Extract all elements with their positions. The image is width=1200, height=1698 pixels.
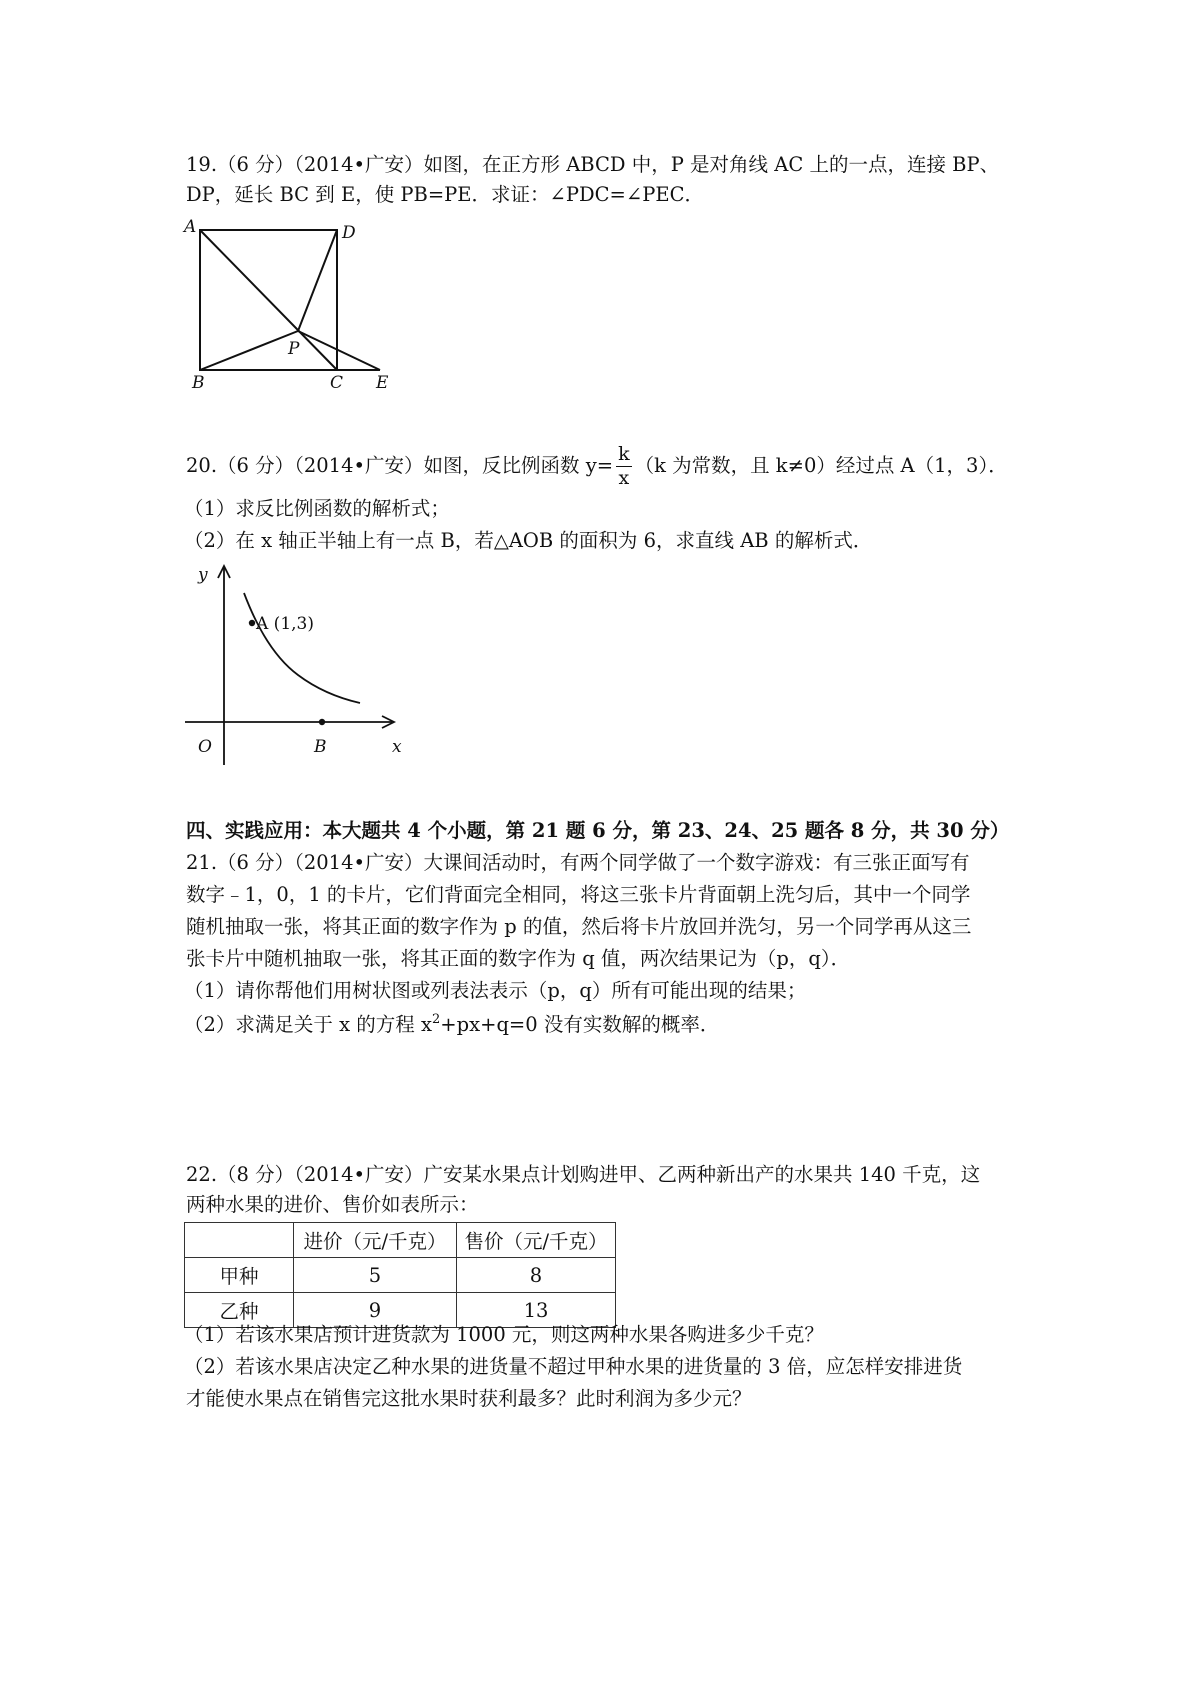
q20-prefix: 20.（6 分）（2014•广安）如图，反比例函数 y= [186, 454, 614, 477]
label-c: C [330, 373, 344, 388]
segment-pe [298, 331, 380, 370]
q19-line-1: 19.（6 分）（2014•广安）如图，在正方形 ABCD 中，P 是对角线 AC 上的一点，连接 BP、 [186, 153, 1000, 176]
q22-sub-1: （1）若该水果店预计进货款为 1000 元，则这两种水果各购进多少千克？ [184, 1323, 824, 1346]
label-e: E [376, 373, 389, 388]
q20-line-1 [186, 445, 1008, 488]
origin-label: O [198, 737, 212, 757]
fraction-k-over-x [616, 445, 632, 488]
q22-line-2: 两种水果的进价、售价如表所示： [186, 1193, 479, 1216]
q20-hyperbola-figure [180, 560, 410, 770]
table-cell: 5 [294, 1258, 457, 1293]
fraction-denominator: x [618, 467, 630, 489]
segment-dp [298, 230, 337, 331]
point-a-label: A (1,3) [256, 614, 314, 634]
y-axis-label: y [198, 565, 208, 585]
fraction-numerator: k [618, 443, 630, 465]
q20-sub-2: （2）在 x 轴正半轴上有一点 B，若△AOB 的面积为 6，求直线 AB 的解析式． [184, 529, 873, 552]
q21-line-2: 数字﹣1，0，1 的卡片，它们背面完全相同，将这三张卡片背面朝上洗匀后，其中一个同学 [186, 883, 971, 906]
table-row [185, 1258, 616, 1293]
table-header-cell: 进价（元/千克） [294, 1223, 457, 1258]
label-a: A [184, 218, 197, 237]
point-b-label: B [314, 737, 327, 757]
q19-square-figure [180, 218, 400, 388]
point-b [319, 719, 325, 725]
q21-line-3: 随机抽取一张，将其正面的数字作为 p 的值，然后将卡片放回并洗匀，另一个同学再从这三 [186, 915, 972, 938]
q21-line-1: 21.（6 分）（2014•广安）大课间活动时，有两个同学做了一个数字游戏：有三张正面写有 [186, 851, 970, 874]
label-p: P [288, 339, 300, 359]
q21-sub-2-suffix: +px+q=0 没有实数解的概率． [440, 1013, 720, 1036]
price-table [184, 1222, 616, 1328]
q21-sub-1: （1）请你帮他们用树状图或列表法表示（p，q）所有可能出现的结果； [184, 979, 807, 1002]
label-b: B [192, 373, 205, 388]
x-axis-label: x [392, 737, 402, 757]
table-header-cell [185, 1223, 294, 1258]
q22-sub-2-line-2: 才能使水果点在销售完这批水果时获利最多？此时利润为多少元？ [186, 1387, 752, 1410]
q20-sub-1: （1）求反比例函数的解析式； [184, 497, 450, 520]
q21-sub-2-prefix: （2）求满足关于 x 的方程 x [184, 1013, 432, 1036]
table-cell: 8 [457, 1258, 616, 1293]
q20-suffix: （k 为常数，且 k≠0）经过点 A（1，3）． [634, 454, 1008, 477]
table-cell: 乙种 [185, 1293, 294, 1328]
table-cell: 13 [457, 1293, 616, 1328]
q19-line-2: DP，延长 BC 到 E，使 PB=PE．求证：∠PDC=∠PEC． [186, 183, 705, 206]
q22-line-1: 22.（8 分）（2014•广安）广安某水果点计划购进甲、乙两种新出产的水果共 140 千克，这 [186, 1163, 981, 1186]
table-cell: 甲种 [185, 1258, 294, 1293]
q21-sub-2 [184, 1010, 719, 1040]
point-a [249, 620, 255, 626]
table-cell: 9 [294, 1293, 457, 1328]
segment-bp [200, 331, 298, 370]
table-header-cell: 售价（元/千克） [457, 1223, 616, 1258]
section-4-heading: 四、实践应用：本大题共 4 个小题，第 21 题 6 分，第 23、24、25 题各 8 分，共 30 分） [186, 819, 1010, 842]
hyperbola-curve [244, 593, 360, 703]
exponent: 2 [432, 1012, 441, 1027]
q21-line-4: 张卡片中随机抽取一张，将其正面的数字作为 q 值，两次结果记为（p，q）． [186, 947, 851, 970]
table-header-row [185, 1223, 616, 1258]
diagonal-ac [200, 230, 337, 370]
q22-sub-2-line-1: （2）若该水果店决定乙种水果的进货量不超过甲种水果的进货量的 3 倍，应怎样安排进货 [184, 1355, 963, 1378]
label-d: D [342, 223, 356, 243]
